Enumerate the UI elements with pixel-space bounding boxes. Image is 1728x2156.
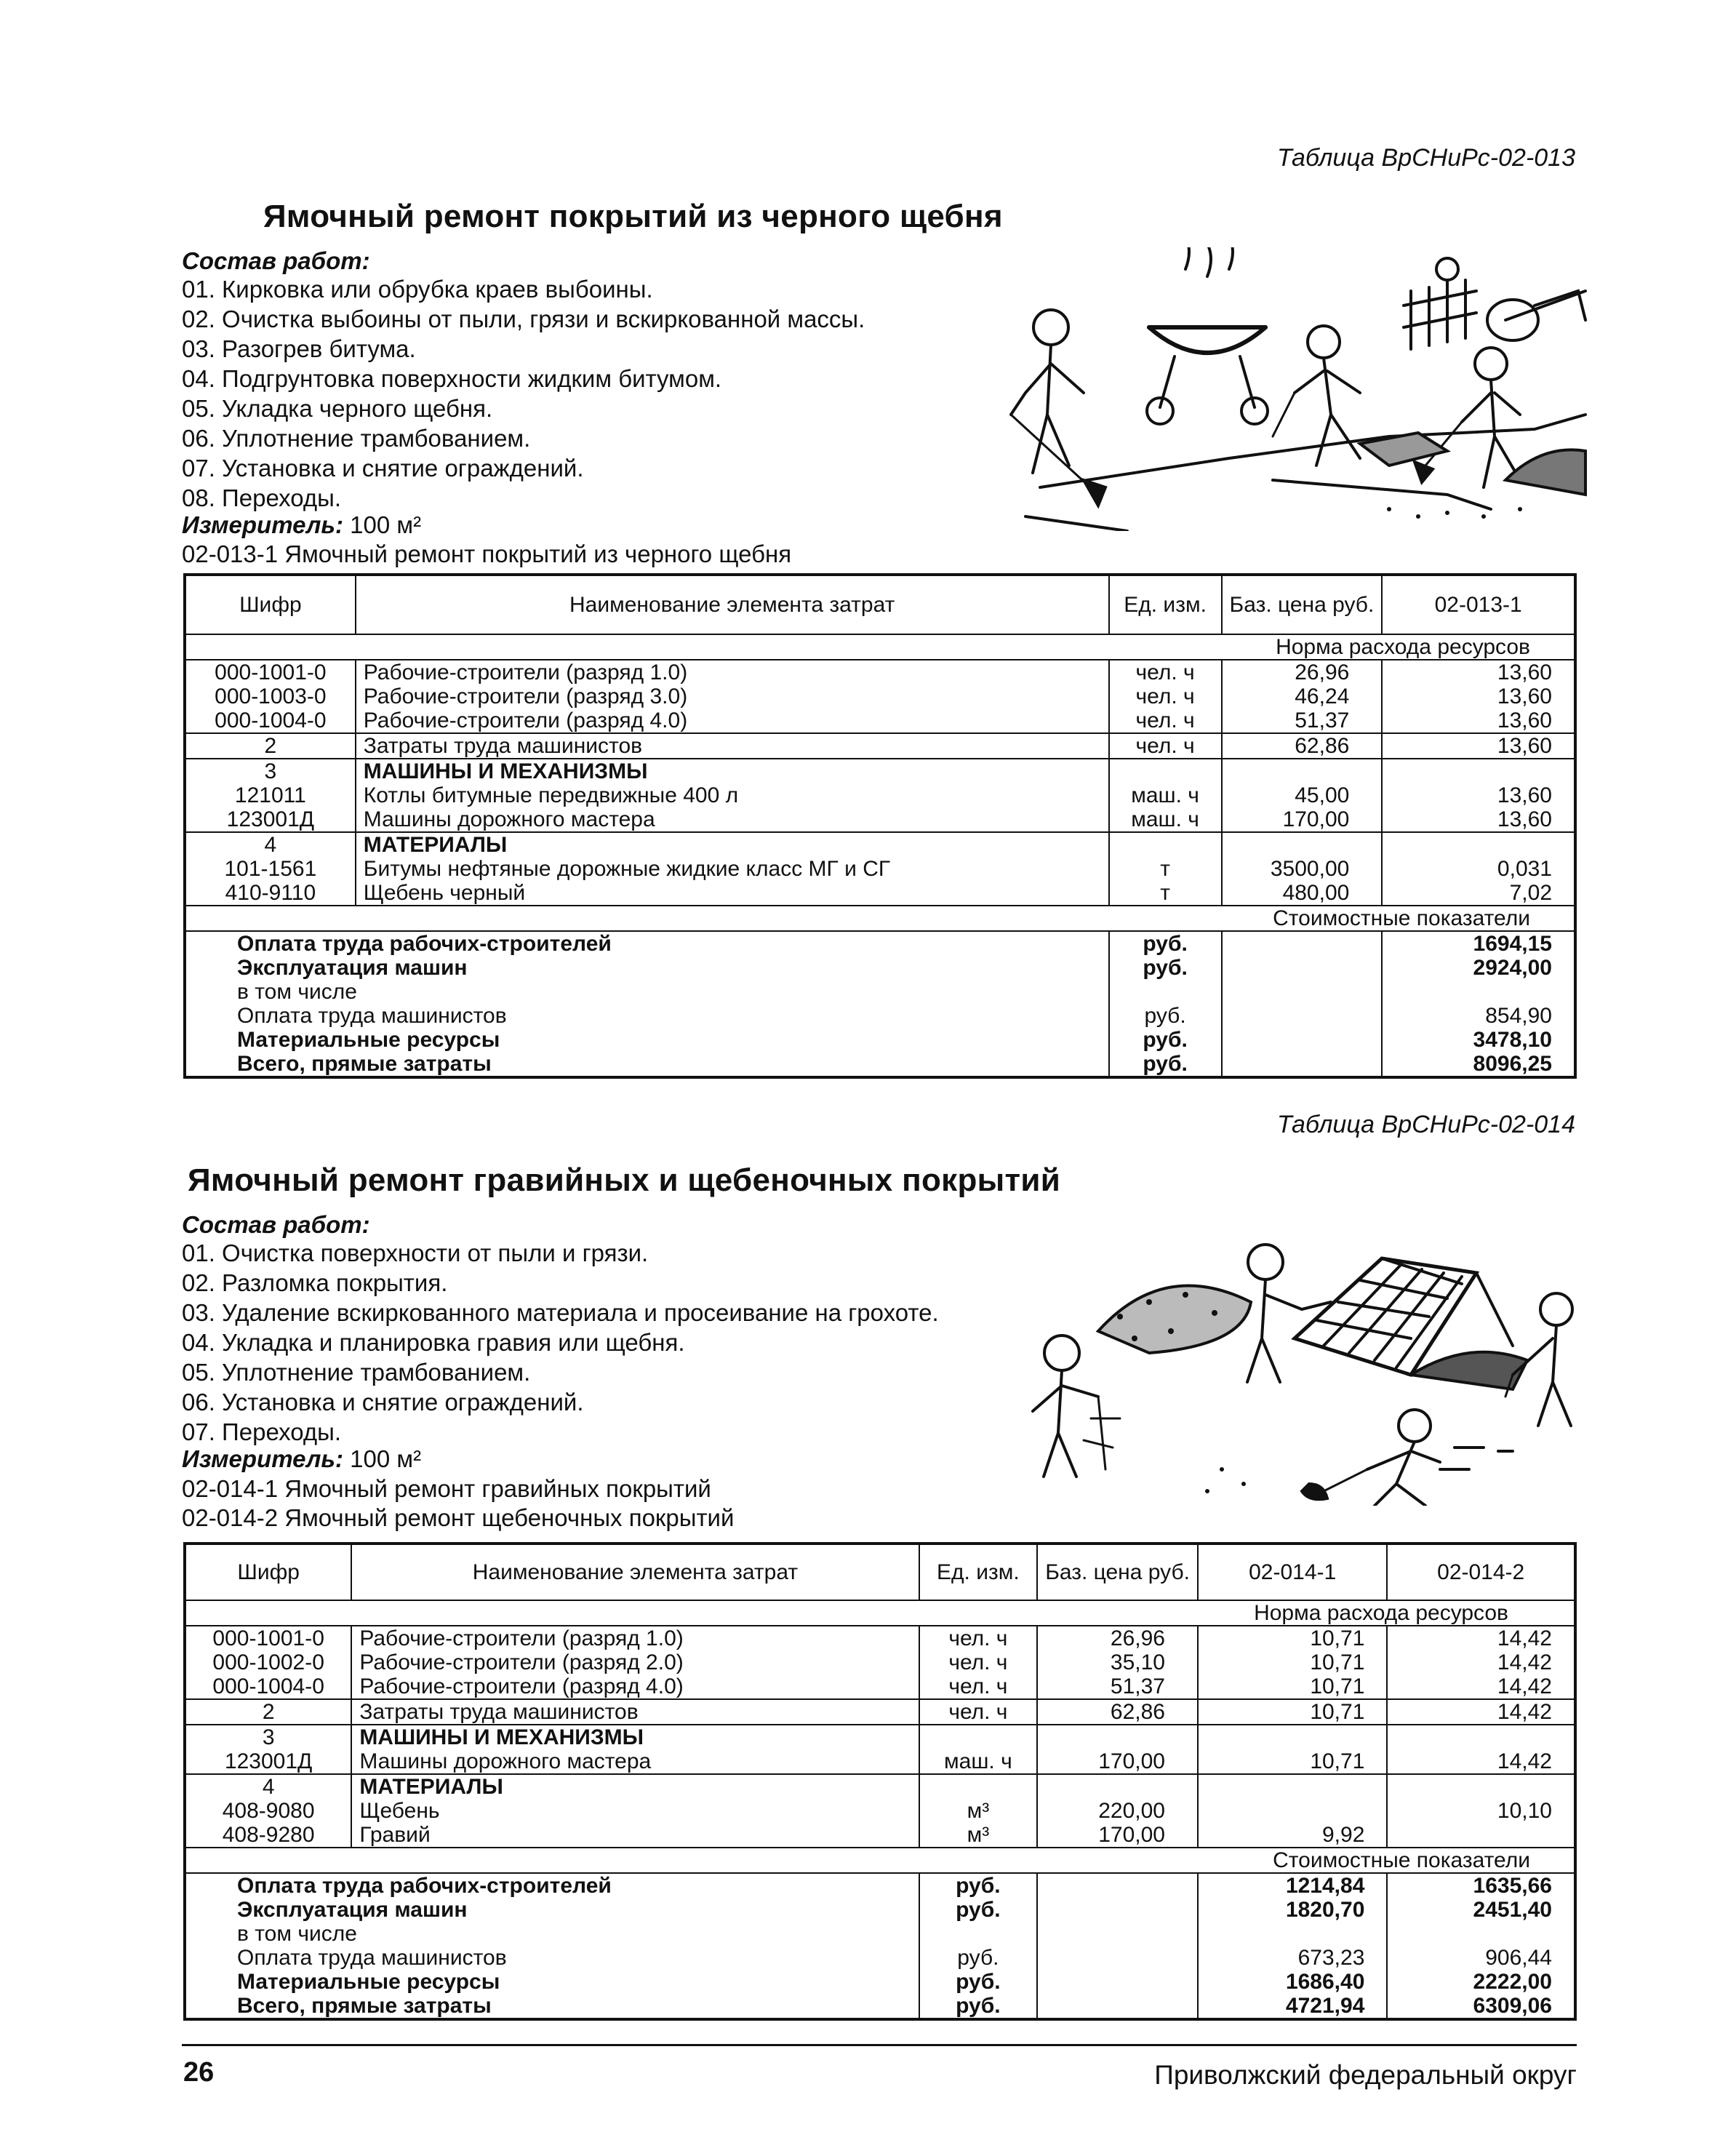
- page-number: 26: [183, 2057, 215, 2088]
- cell-line: 14,42: [1497, 1700, 1552, 1724]
- cell-line: [1206, 1799, 1364, 1823]
- cell-line: 26,96: [1295, 660, 1350, 684]
- cell-line: Затраты труда машинистов: [363, 734, 643, 758]
- cost-caption: Стоимостные показатели: [185, 1848, 1575, 1873]
- cost-unit-cell: [919, 1873, 1038, 2019]
- meter-line: [182, 1445, 421, 1473]
- cell-line: 51,37: [1110, 1674, 1165, 1698]
- cell-line: 13,60: [1497, 708, 1552, 732]
- column-header: 02-014-1: [1198, 1544, 1387, 1600]
- cell-line: [1206, 1775, 1364, 1799]
- cost-row: [185, 931, 1575, 1077]
- cell-line: чел. ч: [948, 1626, 1008, 1650]
- norm-cell: [1387, 1626, 1575, 1699]
- cell-line: 10,71: [1310, 1700, 1365, 1724]
- cost-price: [1230, 1028, 1375, 1052]
- norm-cell: [1387, 1699, 1575, 1725]
- cell-line: 000-1001-0: [215, 660, 327, 684]
- work-item: 05. Укладка черного щебня.: [182, 395, 493, 422]
- cell-line: 3: [262, 1725, 275, 1749]
- cost-label: Эксплуатация машин: [237, 1898, 468, 1922]
- column-header: Шифр: [185, 575, 356, 634]
- cost-price: [1045, 1874, 1190, 1898]
- unit-cell: [919, 1774, 1038, 1848]
- cost-value: 8096,25: [1473, 1052, 1552, 1076]
- cell-line: 408-9280: [222, 1823, 315, 1847]
- cell-line: 26,96: [1110, 1626, 1165, 1650]
- cost-value: 1214,84: [1285, 1874, 1365, 1898]
- cost-label: Материальные ресурсы: [237, 1028, 500, 1052]
- cell-line: м³: [967, 1799, 990, 1823]
- work-item: 08. Переходы.: [182, 484, 341, 511]
- norm-cell: [1198, 1725, 1387, 1774]
- cell-line: Котлы битумные передвижные 400 л: [363, 783, 739, 807]
- subitem: 02-014-2 Ямочный ремонт щебеночных покрытий: [182, 1504, 735, 1531]
- cell-line: Гравий: [359, 1823, 431, 1847]
- norm-cell: [1382, 660, 1575, 733]
- section-title: Ямочный ремонт гравийных и щебеночных покрытий: [188, 1162, 1061, 1198]
- cell-line: 000-1001-0: [212, 1626, 324, 1650]
- cell-line: чел. ч: [948, 1674, 1008, 1698]
- name-cell: [351, 1725, 919, 1774]
- cell-line: 2: [264, 734, 277, 758]
- cell-line: 14,42: [1497, 1749, 1552, 1773]
- cell-line: 10,71: [1310, 1650, 1365, 1674]
- cost-value: 673,23: [1297, 1946, 1365, 1970]
- cell-line: Машины дорожного мастера: [363, 807, 655, 831]
- name-cell: [356, 759, 1109, 832]
- cell-line: [1395, 1823, 1552, 1847]
- work-item: 04. Подгрунтовка поверхности жидким битумом.: [182, 365, 722, 392]
- cost-value-cell: [1382, 931, 1575, 1077]
- region-name: Приволжский федеральный округ: [1154, 2060, 1577, 2090]
- cost-value: 2924,00: [1473, 956, 1552, 980]
- cell-line: Машины дорожного мастера: [359, 1749, 652, 1773]
- cell-line: 000-1004-0: [215, 708, 327, 732]
- cost-table-02-014: [183, 1542, 1577, 2021]
- unit-cell: [1109, 832, 1222, 906]
- cell-line: 10,71: [1310, 1749, 1365, 1773]
- code-cell: [185, 1725, 351, 1774]
- cell-line: [927, 1725, 1030, 1749]
- cell-line: 000-1002-0: [212, 1650, 324, 1674]
- cell-line: 000-1004-0: [212, 1674, 324, 1698]
- cost-value: 2222,00: [1473, 1970, 1552, 1994]
- table-row: [185, 733, 1575, 759]
- table-header-row: [185, 1544, 1575, 1600]
- cost-unit: руб.: [956, 1898, 1001, 1922]
- name-cell: [351, 1699, 919, 1725]
- cell-line: чел. ч: [948, 1700, 1008, 1724]
- name-cell: [351, 1626, 919, 1699]
- cost-value: 6309,06: [1473, 1994, 1552, 2018]
- cell-line: [1117, 833, 1214, 857]
- norm-cell: [1382, 759, 1575, 832]
- cost-unit: руб.: [1144, 1004, 1186, 1028]
- cost-label: в том числе: [237, 980, 357, 1004]
- table-label: Таблица ВрСНиРс-02-013: [1276, 144, 1575, 172]
- cost-unit: руб.: [956, 1874, 1001, 1898]
- cost-unit: руб.: [1143, 1028, 1188, 1052]
- cell-line: 123001Д: [224, 1749, 313, 1773]
- column-header: Шифр: [185, 1544, 351, 1600]
- cell-line: 13,60: [1497, 734, 1552, 758]
- cost-value-cell: [1198, 1873, 1387, 2019]
- cost-label: Всего, прямые затраты: [237, 1994, 492, 2018]
- cost-unit: руб.: [1143, 956, 1188, 980]
- cell-line: [1206, 1725, 1364, 1749]
- cost-name-cell: [185, 1873, 919, 2019]
- cost-label: Оплата труда машинистов: [237, 1946, 507, 1970]
- cost-price: [1045, 1946, 1190, 1970]
- cell-line: 0,031: [1497, 857, 1552, 881]
- cell-line: 480,00: [1282, 881, 1350, 905]
- cell-line: 62,86: [1295, 734, 1350, 758]
- section-title: Ямочный ремонт покрытий из черного щебня: [263, 199, 1003, 234]
- work-item: 06. Уплотнение трамбованием.: [182, 425, 531, 452]
- table-row: [185, 660, 1575, 733]
- cell-line: 220,00: [1098, 1799, 1165, 1823]
- cost-row: [185, 1873, 1575, 2019]
- cost-label: Оплата труда рабочих-строителей: [237, 1874, 612, 1898]
- cost-value: 3478,10: [1473, 1028, 1552, 1052]
- cost-unit: руб.: [956, 1994, 1001, 2018]
- cell-line: [1045, 1775, 1165, 1799]
- cell-line: Рабочие-строители (разряд 1.0): [359, 1626, 684, 1650]
- cell-line: маш. ч: [1131, 807, 1199, 831]
- norm-cell: [1198, 1626, 1387, 1699]
- subitem: 02-014-1 Ямочный ремонт гравийных покрытий: [182, 1475, 711, 1502]
- cost-label: Оплата труда машинистов: [237, 1004, 507, 1028]
- cell-line: 10,71: [1310, 1626, 1365, 1650]
- cost-unit: руб.: [956, 1970, 1001, 1994]
- cell-line: чел. ч: [948, 1650, 1008, 1674]
- price-cell: [1222, 660, 1383, 733]
- norm-cell: [1382, 832, 1575, 906]
- code-cell: [185, 1699, 351, 1725]
- cost-value: 1686,40: [1285, 1970, 1365, 1994]
- cell-line: 170,00: [1098, 1823, 1165, 1847]
- cost-label: Материальные ресурсы: [237, 1970, 500, 1994]
- cost-label: в том числе: [237, 1922, 357, 1946]
- cost-unit: [927, 1922, 1030, 1946]
- cell-line: 3500,00: [1270, 857, 1350, 881]
- footer-rule: [182, 2044, 1577, 2046]
- work-item: 02. Разломка покрытия.: [182, 1269, 448, 1296]
- cell-line: 408-9080: [222, 1799, 315, 1823]
- cell-line: Рабочие-строители (разряд 3.0): [363, 684, 688, 708]
- table-row: [185, 1725, 1575, 1774]
- cost-caption: Стоимостные показатели: [185, 906, 1575, 931]
- price-cell: [1037, 1699, 1198, 1725]
- cost-value: 2451,40: [1473, 1898, 1552, 1922]
- cost-value: 1820,70: [1285, 1898, 1365, 1922]
- cell-line: 4: [264, 833, 277, 857]
- cell-line: [1045, 1725, 1165, 1749]
- cell-line: [1230, 833, 1350, 857]
- cell-line: 101-1561: [224, 857, 317, 881]
- meter-label: Измеритель:: [182, 1445, 343, 1472]
- cell-line: т: [1160, 857, 1170, 881]
- work-item: 06. Установка и снятие ограждений.: [182, 1389, 584, 1416]
- cost-value: 854,90: [1485, 1004, 1552, 1028]
- cell-line: 13,60: [1497, 783, 1552, 807]
- works-heading: Состав работ:: [182, 1211, 370, 1238]
- price-cell: [1037, 1725, 1198, 1774]
- cell-line: т: [1160, 881, 1170, 905]
- cell-line: [1390, 833, 1552, 857]
- cell-line: 13,60: [1497, 660, 1552, 684]
- cost-unit: руб.: [1143, 932, 1188, 956]
- name-cell: [356, 733, 1109, 759]
- cell-line: Затраты труда машинистов: [359, 1700, 639, 1724]
- cost-price-cell: [1222, 931, 1383, 1077]
- subitem-list: [182, 540, 791, 569]
- works-heading: Состав работ:: [182, 247, 370, 274]
- cell-line: 3: [264, 759, 277, 783]
- norm-cell: [1387, 1774, 1575, 1848]
- cost-unit-cell: [1109, 931, 1222, 1077]
- cell-line: Рабочие-строители (разряд 2.0): [359, 1650, 684, 1674]
- price-cell: [1037, 1626, 1198, 1699]
- subitem-list: [182, 1474, 734, 1533]
- unit-cell: [1109, 733, 1222, 759]
- cost-price: [1045, 1970, 1190, 1994]
- cell-line: 13,60: [1497, 807, 1552, 831]
- cell-line: 410-9110: [225, 881, 316, 905]
- meter-value: 100 м²: [350, 511, 422, 538]
- column-header: Баз. цена руб.: [1037, 1544, 1198, 1600]
- table-header-row: [185, 575, 1575, 634]
- code-cell: [185, 832, 356, 906]
- cell-line: [1117, 759, 1214, 783]
- cell-line: 14,42: [1497, 1650, 1552, 1674]
- cell-line: 51,37: [1295, 708, 1350, 732]
- norm-caption: Норма расхода ресурсов: [185, 634, 1575, 660]
- cell-line: чел. ч: [1135, 684, 1195, 708]
- cost-unit: руб.: [957, 1946, 999, 1970]
- norm-caption-row: [185, 634, 1575, 660]
- column-header: Наименование элемента затрат: [351, 1544, 919, 1600]
- work-item: 07. Переходы.: [182, 1418, 341, 1445]
- cost-unit: [1117, 980, 1214, 1004]
- work-item: 07. Установка и снятие ограждений.: [182, 455, 584, 482]
- unit-cell: [919, 1725, 1038, 1774]
- cell-line: 000-1003-0: [215, 684, 327, 708]
- work-item: 03. Удаление вскиркованного материала и просеивание на грохоте.: [182, 1299, 939, 1326]
- cell-line: Рабочие-строители (разряд 4.0): [363, 708, 688, 732]
- cell-line: 9,92: [1322, 1823, 1365, 1847]
- cost-value: [1390, 980, 1552, 1004]
- cell-line: [1395, 1725, 1552, 1749]
- price-cell: [1222, 759, 1383, 832]
- name-cell: [351, 1774, 919, 1848]
- column-header: 02-014-2: [1387, 1544, 1575, 1600]
- cost-price: [1230, 1004, 1375, 1028]
- unit-cell: [919, 1699, 1038, 1725]
- work-item: 02. Очистка выбоины от пыли, грязи и вскиркованной массы.: [182, 306, 865, 332]
- cost-price: [1230, 956, 1375, 980]
- work-item: 05. Уплотнение трамбованием.: [182, 1359, 531, 1386]
- unit-cell: [919, 1626, 1038, 1699]
- norm-cell: [1198, 1699, 1387, 1725]
- cost-price: [1045, 1922, 1190, 1946]
- unit-cell: [1109, 660, 1222, 733]
- work-item: 01. Кирковка или обрубка краев выбоины.: [182, 276, 653, 303]
- code-cell: [185, 660, 356, 733]
- meter-line: [182, 511, 421, 539]
- cost-value: [1206, 1922, 1364, 1946]
- workers-repairing-road-illustration: [982, 247, 1593, 531]
- cell-line: МАТЕРИАЛЫ: [359, 1775, 503, 1799]
- work-item: 01. Очистка поверхности от пыли и грязи.: [182, 1239, 649, 1266]
- cell-line: маш. ч: [1131, 783, 1199, 807]
- cell-line: 35,10: [1110, 1650, 1165, 1674]
- cell-line: 45,00: [1295, 783, 1350, 807]
- column-header: 02-013-1: [1382, 575, 1575, 634]
- table-label: Таблица ВрСНиРс-02-014: [1276, 1111, 1575, 1138]
- cell-line: 123001Д: [226, 807, 315, 831]
- cell-line: МАШИНЫ И МЕХАНИЗМЫ: [359, 1725, 644, 1749]
- cell-line: МАШИНЫ И МЕХАНИЗМЫ: [363, 759, 648, 783]
- table-row: [185, 832, 1575, 906]
- cell-line: [1395, 1775, 1552, 1799]
- cell-line: Щебень черный: [363, 881, 526, 905]
- column-header: Ед. изм.: [919, 1544, 1038, 1600]
- cell-line: [1390, 759, 1552, 783]
- work-item: 03. Разогрев битума.: [182, 335, 416, 362]
- norm-caption: Норма расхода ресурсов: [185, 1600, 1575, 1626]
- cell-line: 2: [262, 1700, 275, 1724]
- cost-value: 906,44: [1485, 1946, 1552, 1970]
- cost-value: 1694,15: [1473, 932, 1552, 956]
- cost-label: Эксплуатация машин: [237, 956, 468, 980]
- price-cell: [1222, 733, 1383, 759]
- cell-line: 10,71: [1310, 1674, 1365, 1698]
- cell-line: Рабочие-строители (разряд 4.0): [359, 1674, 684, 1698]
- cost-value: [1395, 1922, 1552, 1946]
- cell-line: м³: [967, 1823, 990, 1847]
- cost-label: Всего, прямые затраты: [237, 1052, 492, 1076]
- cost-price-cell: [1037, 1873, 1198, 2019]
- cell-line: 121011: [234, 783, 306, 807]
- cell-line: чел. ч: [1135, 734, 1195, 758]
- table-row: [185, 1626, 1575, 1699]
- workers-sifting-gravel-illustration: [1004, 1229, 1585, 1506]
- code-cell: [185, 759, 356, 832]
- cell-line: 13,60: [1497, 684, 1552, 708]
- cost-price: [1045, 1898, 1190, 1922]
- cost-price: [1230, 980, 1375, 1004]
- cell-line: 62,86: [1110, 1700, 1165, 1724]
- cost-caption-row: [185, 906, 1575, 931]
- cell-line: 14,42: [1497, 1626, 1552, 1650]
- table-row: [185, 1699, 1575, 1725]
- norm-cell: [1382, 733, 1575, 759]
- cost-name-cell: [185, 931, 1109, 1077]
- cell-line: маш. ч: [944, 1749, 1012, 1773]
- cost-label: Оплата труда рабочих-строителей: [237, 932, 612, 956]
- cell-line: Рабочие-строители (разряд 1.0): [363, 660, 688, 684]
- column-header: Ед. изм.: [1109, 575, 1222, 634]
- code-cell: [185, 733, 356, 759]
- cell-line: 4: [262, 1775, 275, 1799]
- name-cell: [356, 832, 1109, 906]
- cost-value: 1635,66: [1473, 1874, 1552, 1898]
- cost-table-02-013: [183, 573, 1577, 1079]
- cost-price: [1230, 932, 1375, 956]
- code-cell: [185, 1774, 351, 1848]
- column-header: Наименование элемента затрат: [356, 575, 1109, 634]
- cell-line: Щебень: [359, 1799, 440, 1823]
- table-row: [185, 759, 1575, 832]
- norm-cell: [1387, 1725, 1575, 1774]
- cell-line: [1230, 759, 1350, 783]
- cost-price: [1045, 1994, 1190, 2018]
- cell-line: 170,00: [1282, 807, 1350, 831]
- code-cell: [185, 1626, 351, 1699]
- price-cell: [1222, 832, 1383, 906]
- subitem: 02-013-1 Ямочный ремонт покрытий из черного щебня: [182, 540, 792, 567]
- cell-line: [927, 1775, 1030, 1799]
- unit-cell: [1109, 759, 1222, 832]
- cost-value-cell: [1387, 1873, 1575, 2019]
- cell-line: чел. ч: [1135, 660, 1195, 684]
- cost-caption-row: [185, 1848, 1575, 1873]
- works-list: [182, 1238, 939, 1447]
- meter-label: Измеритель:: [182, 511, 343, 538]
- cell-line: 46,24: [1295, 684, 1350, 708]
- norm-caption-row: [185, 1600, 1575, 1626]
- column-header: Баз. цена руб.: [1222, 575, 1383, 634]
- cost-unit: руб.: [1143, 1052, 1188, 1076]
- meter-value: 100 м²: [350, 1445, 422, 1472]
- table-row: [185, 1774, 1575, 1848]
- price-cell: [1037, 1774, 1198, 1848]
- work-item: 04. Укладка и планировка гравия или щебня.: [182, 1329, 685, 1356]
- cost-value: 4721,94: [1285, 1994, 1365, 2018]
- cell-line: Битумы нефтяные дорожные жидкие класс МГ и СГ: [363, 857, 891, 881]
- cell-line: 14,42: [1497, 1674, 1552, 1698]
- cost-price: [1230, 1052, 1375, 1076]
- works-list: [182, 274, 865, 513]
- cell-line: чел. ч: [1135, 708, 1195, 732]
- cell-line: 7,02: [1509, 881, 1552, 905]
- cell-line: 170,00: [1098, 1749, 1165, 1773]
- cell-line: 10,10: [1497, 1799, 1552, 1823]
- norm-cell: [1198, 1774, 1387, 1848]
- cell-line: МАТЕРИАЛЫ: [363, 833, 508, 857]
- name-cell: [356, 660, 1109, 733]
